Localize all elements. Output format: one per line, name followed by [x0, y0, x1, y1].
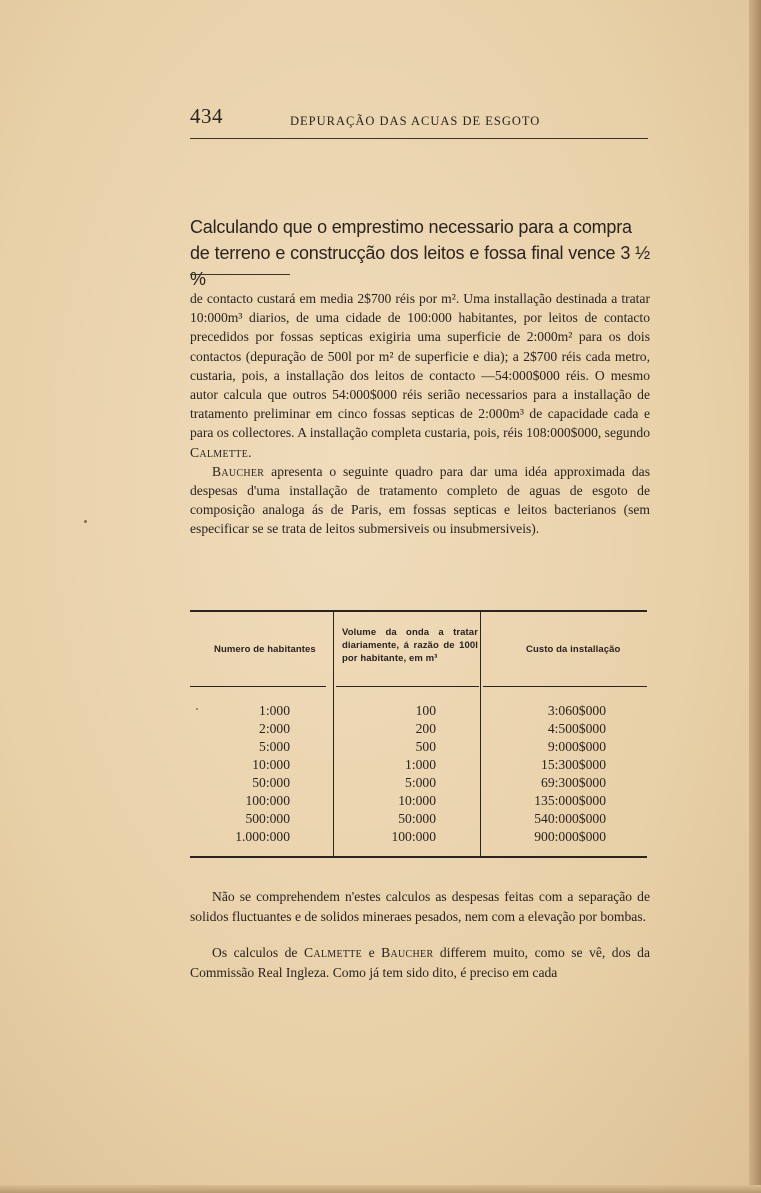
cell-habitantes: 1.000:000 [235, 829, 290, 844]
cell-custo: 540:000$000 [534, 811, 606, 826]
lead-line-1: Calculando que o emprestimo necessario para a compra [190, 217, 632, 237]
cell-volume: 200 [415, 721, 436, 736]
cell-custo: 69:300$000 [541, 775, 606, 790]
cell-volume: 100 [415, 703, 436, 718]
footer-text [190, 887, 650, 999]
header-custo: Custo da installação [526, 644, 621, 655]
cost-table [190, 610, 647, 858]
column-habitantes [230, 702, 290, 846]
cell-volume: 500 [415, 739, 436, 754]
page-edge-shadow-bottom [0, 1185, 761, 1193]
author-calmette-2: Calmette [303, 945, 363, 960]
cell-habitantes: 1:000 [259, 703, 290, 718]
cell-custo: 900:000$000 [534, 829, 606, 844]
paragraph-2-text: apresenta o seguinte quadro para dar uma idéa approximada das despesas d'uma installação de tratamento completo de aguas de esgoto de composição analoga ás de Paris, em fossas septicas e leitos bacterianos (sem especificar se se trata de leitos submersiveis ou insubmersiveis). [190, 463, 650, 537]
cell-volume: 50:000 [398, 811, 436, 826]
header-rule-1 [190, 686, 326, 687]
author-calmette: Calmette. [190, 444, 252, 460]
page-header [190, 104, 648, 139]
running-head: DEPURAÇÃO DAS ACUAS DE ESGOTO [290, 114, 541, 128]
column-custo [506, 702, 606, 846]
paragraph-1-text: de contacto custará em media 2$700 réis por m². Uma installação destinada a tratar 10:000m³ diarios, de uma cidade de 100:000 habitantes, por leitos de contacto precedidos por fossas septicas exigiria uma superficie de 2:000m² para os dois contactos (depuração de 500l por m² de superficie e dia); a 2$700 réis cada metro, custaria, pois, a installação dos leitos de contacto —54:000$000 réis. O mesmo autor calcula que outros 54:000$000 réis serião necessarios para a installação de tratamento preliminar em cinco fossas septicas de 2:000m³ de capacidade cada e para os collectores. A installação completa custaria, pois, réis 108:000$000, segundo [190, 291, 650, 441]
author-baucher: Baucher [212, 463, 265, 479]
cell-volume: 5:000 [405, 775, 436, 790]
cell-volume: 10:000 [398, 793, 436, 808]
header-volume: Volume da onda a tratar diariamente, á razão de 100l por habitante, em m³ [342, 627, 478, 664]
column-divider-2 [480, 612, 481, 856]
cell-custo: 9:000$000 [547, 739, 606, 754]
cell-habitantes: 500:000 [245, 811, 290, 826]
paragraph-4-start: Os calculos de [212, 945, 298, 960]
cell-habitantes: 100:000 [245, 793, 290, 808]
separator-rule [190, 274, 290, 275]
paragraph-4 [190, 943, 650, 983]
body-text [190, 289, 650, 539]
cell-custo: 3:060$000 [547, 703, 606, 718]
column-volume [376, 702, 436, 846]
cell-habitantes: 2:000 [259, 721, 290, 736]
header-rule-2 [336, 686, 479, 687]
page-number: 434 [190, 104, 223, 128]
paper-speck [84, 520, 87, 523]
header-rule-3 [483, 686, 647, 687]
cell-habitantes: 50:000 [252, 775, 290, 790]
cell-volume: 1:000 [405, 757, 436, 772]
lead-line-2: de terreno e construcção dos leitos e fossa final vence 3 ½ % [190, 243, 650, 289]
cell-habitantes: 10:000 [252, 757, 290, 772]
cell-custo: 4:500$000 [547, 721, 606, 736]
paragraph-4-and: e [368, 945, 375, 960]
lead-text [190, 214, 650, 292]
cell-custo: 15:300$000 [541, 757, 606, 772]
author-baucher-2: Baucher [381, 945, 434, 960]
table-bottom-rule [190, 856, 647, 858]
column-divider-1 [333, 612, 334, 856]
cell-habitantes: 5:000 [259, 739, 290, 754]
page-edge-shadow [749, 0, 761, 1193]
paragraph-1 [190, 289, 650, 462]
cell-volume: 100:000 [391, 829, 436, 844]
paragraph-4-rest: differem muito, como se vê, dos da Commissão Real Ingleza. Como já tem sido dito, é preciso em cada [190, 945, 651, 980]
paragraph-3: Não se comprehendem n'estes calculos as despesas feitas com a separação de solidos fluctuantes e de solidos mineraes pesados, nem com a elevação por bombas. [190, 889, 650, 924]
paragraph-2 [190, 462, 650, 539]
table-top-rule [190, 610, 647, 612]
cell-custo: 135:000$000 [534, 793, 606, 808]
header-habitantes: Numero de habitantes [214, 644, 316, 655]
paper-speck [196, 708, 198, 710]
